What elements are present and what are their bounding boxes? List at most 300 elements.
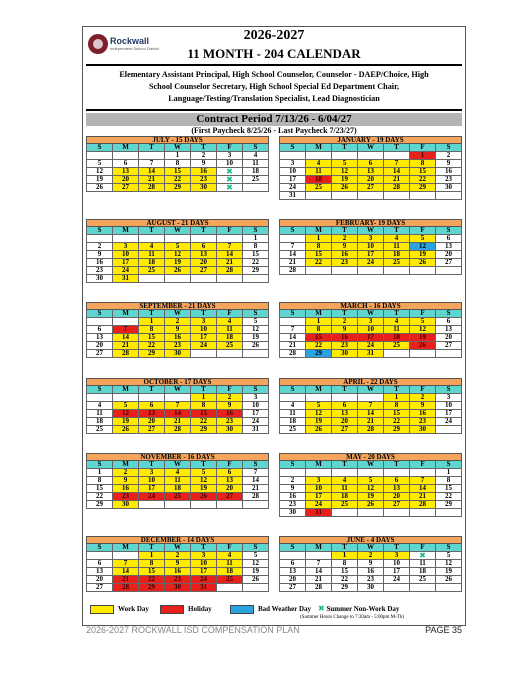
day-cell: 21 — [383, 176, 409, 184]
day-cell: 26 — [164, 267, 190, 275]
legend — [86, 604, 462, 614]
day-cell: 4 — [216, 318, 242, 326]
paycheck-dates: (First Paycheck 8/25/26 - Last Paycheck 7/23/27) — [191, 126, 357, 135]
day-cell: 31 — [112, 275, 138, 283]
day-cell: 6 — [86, 560, 112, 568]
month-calendar — [279, 302, 462, 358]
weekday-header: M — [112, 386, 138, 394]
day-cell — [190, 501, 216, 509]
day-cell: 12 — [242, 560, 269, 568]
weekday-header: F — [216, 144, 242, 152]
day-cell: 29 — [435, 501, 462, 509]
day-cell: 19 — [305, 418, 331, 426]
day-cell: 23 — [357, 576, 383, 584]
day-cell: 13 — [383, 485, 409, 493]
weekday-header: W — [164, 544, 190, 552]
day-cell: 18 — [86, 418, 112, 426]
day-cell: 12 — [409, 326, 435, 334]
weekday-header: S — [86, 461, 112, 469]
day-cell — [357, 267, 383, 275]
day-cell: 14 — [357, 410, 383, 418]
weekday-header: S — [279, 310, 305, 318]
weekday-header: T — [190, 310, 216, 318]
day-cell: 28 — [409, 501, 435, 509]
day-cell: 1 — [164, 152, 190, 160]
weekday-header: T — [138, 310, 164, 318]
day-cell: 6 — [279, 560, 305, 568]
week-row — [86, 493, 269, 501]
day-cell: 15 — [305, 251, 331, 259]
month-calendar — [279, 536, 462, 592]
day-cell: 7 — [383, 160, 409, 168]
day-cell: 14 — [409, 485, 435, 493]
day-cell: 1 — [435, 469, 462, 477]
day-cell: 27 — [331, 426, 357, 434]
day-cell: 14 — [216, 251, 242, 259]
day-cell: 12 — [435, 560, 462, 568]
day-cell: 23 — [331, 342, 357, 350]
weekday-header: F — [409, 227, 435, 235]
day-cell: 18 — [164, 485, 190, 493]
day-cell: 3 — [190, 318, 216, 326]
day-cell — [435, 426, 462, 434]
weekday-header: S — [279, 544, 305, 552]
day-cell: 22 — [164, 176, 190, 184]
day-cell: 10 — [138, 477, 164, 485]
day-cell: 18 — [305, 176, 331, 184]
day-cell: 16 — [164, 568, 190, 576]
weekday-header: S — [279, 386, 305, 394]
day-cell: 8 — [190, 402, 216, 410]
weekday-header: S — [86, 544, 112, 552]
day-cell: 19 — [164, 259, 190, 267]
day-cell: 24 — [279, 184, 305, 192]
day-cell: 29 — [138, 350, 164, 358]
day-cell: 1 — [331, 552, 357, 560]
weekday-header: S — [242, 310, 269, 318]
day-cell: 29 — [138, 584, 164, 592]
day-cell: 15 — [409, 168, 435, 176]
weekday-header: F — [216, 310, 242, 318]
page-footer — [86, 625, 462, 635]
legend-summer-label: Summer Non-Work Day — [326, 605, 400, 613]
weekday-header: W — [357, 544, 383, 552]
day-cell — [409, 192, 435, 200]
day-cell: 26 — [409, 342, 435, 350]
day-cell: 2 — [331, 235, 357, 243]
calendar-year-title: 2026-2027 — [243, 28, 305, 43]
month-title: DECEMBER - 14 DAYS — [86, 536, 269, 544]
legend-summer — [318, 604, 399, 614]
day-cell: 7 — [305, 560, 331, 568]
day-cell: 23 — [164, 342, 190, 350]
day-cell: 2 — [164, 318, 190, 326]
month-title: AUGUST - 21 DAYS — [86, 219, 269, 227]
day-cell: 25 — [409, 576, 435, 584]
weekday-header: S — [435, 461, 462, 469]
day-cell: 14 — [138, 168, 164, 176]
day-cell: 30 — [164, 350, 190, 358]
day-cell: 17 — [357, 251, 383, 259]
day-cell: 8 — [305, 243, 331, 251]
day-cell: 1 — [138, 552, 164, 560]
day-cell: 4 — [138, 243, 164, 251]
day-cell: 13 — [435, 326, 462, 334]
day-cell: 3 — [357, 235, 383, 243]
weekday-header: S — [242, 544, 269, 552]
month-calendar — [86, 219, 269, 283]
weekday-header: S — [435, 544, 462, 552]
month-calendar — [279, 378, 462, 434]
weekday-header: T — [331, 144, 357, 152]
day-cell: 18 — [216, 568, 242, 576]
day-cell: 12 — [190, 477, 216, 485]
day-cell: 26 — [86, 184, 112, 192]
weekday-header: W — [357, 310, 383, 318]
day-cell — [435, 584, 462, 592]
day-cell: 2 — [164, 552, 190, 560]
weekday-header: S — [242, 144, 269, 152]
day-cell: 25 — [164, 493, 190, 501]
day-cell: 5 — [409, 318, 435, 326]
day-cell: 28 — [357, 426, 383, 434]
legend-work-day-label: Work Day — [118, 605, 149, 613]
day-cell: 9 — [279, 485, 305, 493]
weekday-header: T — [331, 310, 357, 318]
week-row — [86, 350, 269, 358]
weekday-header: M — [305, 461, 331, 469]
positions-line: School Counselor Secretary, High School Special Ed Department Chair, — [148, 82, 400, 91]
month-calendar — [86, 302, 269, 358]
day-cell: 6 — [190, 243, 216, 251]
day-cell: 28 — [164, 426, 190, 434]
day-cell: 19 — [331, 176, 357, 184]
day-cell: 2 — [86, 243, 112, 251]
day-cell: 2 — [216, 394, 242, 402]
day-cell: 23 — [409, 418, 435, 426]
day-cell: 31 — [279, 192, 305, 200]
day-cell: 24 — [242, 418, 269, 426]
day-cell: 26 — [331, 184, 357, 192]
day-cell: 6 — [86, 326, 112, 334]
day-cell: 22 — [383, 418, 409, 426]
weekday-header: S — [86, 144, 112, 152]
day-cell — [242, 275, 269, 283]
weekday-header-row — [279, 144, 462, 152]
day-cell: 19 — [409, 251, 435, 259]
day-cell — [409, 584, 435, 592]
day-cell: 19 — [242, 334, 269, 342]
day-cell: 1 — [305, 318, 331, 326]
weekday-header: S — [242, 386, 269, 394]
day-cell — [409, 350, 435, 358]
weekday-header: S — [279, 227, 305, 235]
month-title: NOVEMBER - 16 DAYS — [86, 453, 269, 461]
day-cell: 30 — [409, 426, 435, 434]
day-cell: 22 — [190, 418, 216, 426]
day-cell: 25 — [331, 501, 357, 509]
weekday-header: M — [305, 386, 331, 394]
day-cell: 12 — [242, 326, 269, 334]
week-row — [279, 426, 462, 434]
day-cell: 8 — [242, 243, 269, 251]
day-cell — [409, 267, 435, 275]
day-cell — [435, 267, 462, 275]
month-title: SEPTEMBER - 21 DAYS — [86, 302, 269, 310]
weekday-header: T — [383, 227, 409, 235]
day-cell: 9 — [164, 560, 190, 568]
day-cell: 13 — [138, 410, 164, 418]
month-title: MARCH - 16 DAYS — [279, 302, 462, 310]
day-cell: 12 — [112, 410, 138, 418]
day-cell: 9 — [357, 560, 383, 568]
day-cell: 16 — [164, 334, 190, 342]
summer-non-work-day-icon — [216, 184, 242, 192]
day-cell: 27 — [216, 493, 242, 501]
day-cell: 5 — [112, 402, 138, 410]
day-cell: 13 — [216, 477, 242, 485]
day-cell: 30 — [86, 275, 112, 283]
day-cell — [305, 267, 331, 275]
day-cell: 24 — [190, 342, 216, 350]
day-cell: 15 — [305, 334, 331, 342]
day-cell: 16 — [279, 493, 305, 501]
day-cell: 13 — [279, 568, 305, 576]
day-cell: 5 — [242, 552, 269, 560]
legend-bad-weather-label: Bad Weather Day — [258, 605, 312, 613]
weekday-header: S — [435, 386, 462, 394]
day-cell: 10 — [112, 251, 138, 259]
week-row — [279, 350, 462, 358]
day-cell: 8 — [331, 560, 357, 568]
day-cell: 21 — [409, 493, 435, 501]
month-calendar — [86, 536, 269, 592]
day-cell: 16 — [86, 259, 112, 267]
day-cell: 31 — [305, 509, 331, 517]
month-title: JUNE - 4 DAYS — [279, 536, 462, 544]
day-cell: 5 — [305, 402, 331, 410]
legend-holiday — [160, 604, 212, 614]
day-cell: 20 — [190, 259, 216, 267]
weekday-header: T — [138, 227, 164, 235]
day-cell: 3 — [216, 152, 242, 160]
day-cell — [331, 267, 357, 275]
day-cell — [383, 192, 409, 200]
month-title: JULY - 15 DAYS — [86, 136, 269, 144]
day-cell: 20 — [383, 493, 409, 501]
day-cell — [331, 192, 357, 200]
day-cell: 20 — [279, 576, 305, 584]
weekday-header: W — [164, 144, 190, 152]
day-cell — [164, 275, 190, 283]
weekday-header: M — [112, 227, 138, 235]
day-cell — [216, 350, 242, 358]
day-cell: 30 — [331, 350, 357, 358]
weekday-header: S — [435, 227, 462, 235]
day-cell: 9 — [435, 160, 462, 168]
day-cell: 14 — [279, 334, 305, 342]
week-row — [279, 584, 462, 592]
day-cell: 25 — [86, 426, 112, 434]
day-cell: 11 — [279, 410, 305, 418]
day-cell: 22 — [242, 259, 269, 267]
day-cell: 21 — [279, 259, 305, 267]
day-cell: 28 — [112, 350, 138, 358]
day-cell: 28 — [383, 184, 409, 192]
day-cell — [435, 509, 462, 517]
day-cell: 19 — [357, 493, 383, 501]
weekday-header: M — [305, 310, 331, 318]
weekday-header: T — [190, 461, 216, 469]
day-cell: 18 — [242, 168, 269, 176]
positions-divider — [86, 109, 462, 111]
day-cell: 25 — [383, 259, 409, 267]
weekday-header: T — [190, 227, 216, 235]
day-cell: 21 — [112, 342, 138, 350]
day-cell: 23 — [86, 267, 112, 275]
day-cell: 12 — [331, 168, 357, 176]
day-cell: 21 — [279, 342, 305, 350]
day-cell: 6 — [435, 235, 462, 243]
day-cell: 2 — [435, 152, 462, 160]
day-cell: 26 — [435, 576, 462, 584]
day-cell: 16 — [331, 334, 357, 342]
day-cell: 7 — [216, 243, 242, 251]
day-cell: 26 — [409, 259, 435, 267]
day-cell: 10 — [383, 560, 409, 568]
day-cell: 18 — [383, 334, 409, 342]
day-cell: 1 — [409, 152, 435, 160]
day-cell: 9 — [331, 243, 357, 251]
summer-hours-note: (Summer Hours Change to 7:30am - 5:00pm M-Th) — [300, 615, 405, 620]
day-cell: 7 — [112, 326, 138, 334]
legend-work-day — [90, 604, 149, 614]
day-cell: 21 — [138, 176, 164, 184]
day-cell: 11 — [216, 326, 242, 334]
day-cell: 18 — [279, 418, 305, 426]
week-row — [279, 509, 462, 517]
weekday-header: M — [112, 310, 138, 318]
day-cell: 12 — [164, 251, 190, 259]
day-cell: 28 — [138, 184, 164, 192]
day-cell: 28 — [242, 493, 269, 501]
day-cell: 2 — [357, 552, 383, 560]
weekday-header: F — [409, 461, 435, 469]
weekday-header: M — [112, 544, 138, 552]
logo-subtext: Independent School District — [110, 46, 159, 51]
month-title: APRIL - 22 DAYS — [279, 378, 462, 386]
weekday-header: F — [409, 386, 435, 394]
day-cell: 16 — [216, 410, 242, 418]
day-cell: 29 — [331, 584, 357, 592]
day-cell: 12 — [305, 410, 331, 418]
day-cell: 5 — [435, 552, 462, 560]
day-cell: 29 — [164, 184, 190, 192]
weekday-header: F — [409, 310, 435, 318]
day-cell: 5 — [409, 235, 435, 243]
day-cell: 20 — [216, 485, 242, 493]
day-cell: 15 — [86, 485, 112, 493]
day-cell — [409, 509, 435, 517]
day-cell: 19 — [435, 568, 462, 576]
summer-cross-icon: ✖ — [226, 183, 233, 192]
day-cell: 26 — [242, 576, 269, 584]
day-cell — [242, 501, 269, 509]
day-cell: 8 — [409, 160, 435, 168]
month-title: MAY - 20 DAYS — [279, 453, 462, 461]
month-calendar — [86, 378, 269, 434]
day-cell: 17 — [305, 493, 331, 501]
day-cell — [383, 584, 409, 592]
day-cell: 5 — [357, 477, 383, 485]
day-cell: 20 — [86, 576, 112, 584]
day-cell: 3 — [383, 552, 409, 560]
holiday-swatch-icon — [160, 605, 184, 614]
day-cell: 10 — [305, 485, 331, 493]
day-cell: 6 — [383, 477, 409, 485]
day-cell: 9 — [331, 326, 357, 334]
weekday-header: T — [331, 544, 357, 552]
day-cell: 27 — [435, 342, 462, 350]
weekday-header: T — [383, 144, 409, 152]
day-cell: 20 — [435, 334, 462, 342]
day-cell: 7 — [242, 469, 269, 477]
page-number: PAGE 35 — [425, 625, 462, 635]
day-cell: 21 — [242, 485, 269, 493]
day-cell: 3 — [190, 552, 216, 560]
day-cell — [383, 509, 409, 517]
day-cell: 1 — [242, 235, 269, 243]
day-cell: 18 — [216, 334, 242, 342]
day-cell: 18 — [409, 568, 435, 576]
day-cell: 26 — [190, 493, 216, 501]
day-cell: 30 — [216, 426, 242, 434]
weekday-header: F — [409, 544, 435, 552]
day-cell: 11 — [331, 485, 357, 493]
day-cell: 5 — [242, 318, 269, 326]
month-title: JANUARY - 19 DAYS — [279, 136, 462, 144]
positions-line: Elementary Assistant Principal, High School Counselor, Counselor - DAEP/Choice, High — [119, 70, 429, 79]
day-cell: 21 — [112, 576, 138, 584]
day-cell: 10 — [216, 160, 242, 168]
day-cell: 11 — [164, 477, 190, 485]
day-cell: 5 — [331, 160, 357, 168]
weekday-header: S — [242, 227, 269, 235]
month-calendar — [86, 136, 269, 192]
day-cell: 21 — [357, 418, 383, 426]
day-cell: 26 — [112, 426, 138, 434]
summer-cross-icon: ✖ — [419, 551, 426, 560]
day-cell: 20 — [435, 251, 462, 259]
day-cell: 13 — [86, 568, 112, 576]
day-cell: 19 — [409, 334, 435, 342]
weekday-header: S — [435, 144, 462, 152]
weekday-header: S — [86, 227, 112, 235]
day-cell: 23 — [331, 259, 357, 267]
day-cell: 30 — [164, 584, 190, 592]
day-cell: 16 — [331, 251, 357, 259]
day-cell: 23 — [112, 493, 138, 501]
day-cell: 4 — [86, 402, 112, 410]
day-cell: 14 — [383, 168, 409, 176]
day-cell — [138, 501, 164, 509]
week-row — [279, 501, 462, 509]
day-cell — [305, 192, 331, 200]
day-cell: 18 — [383, 251, 409, 259]
day-cell — [190, 350, 216, 358]
weekday-header: T — [383, 386, 409, 394]
day-cell: 20 — [138, 418, 164, 426]
